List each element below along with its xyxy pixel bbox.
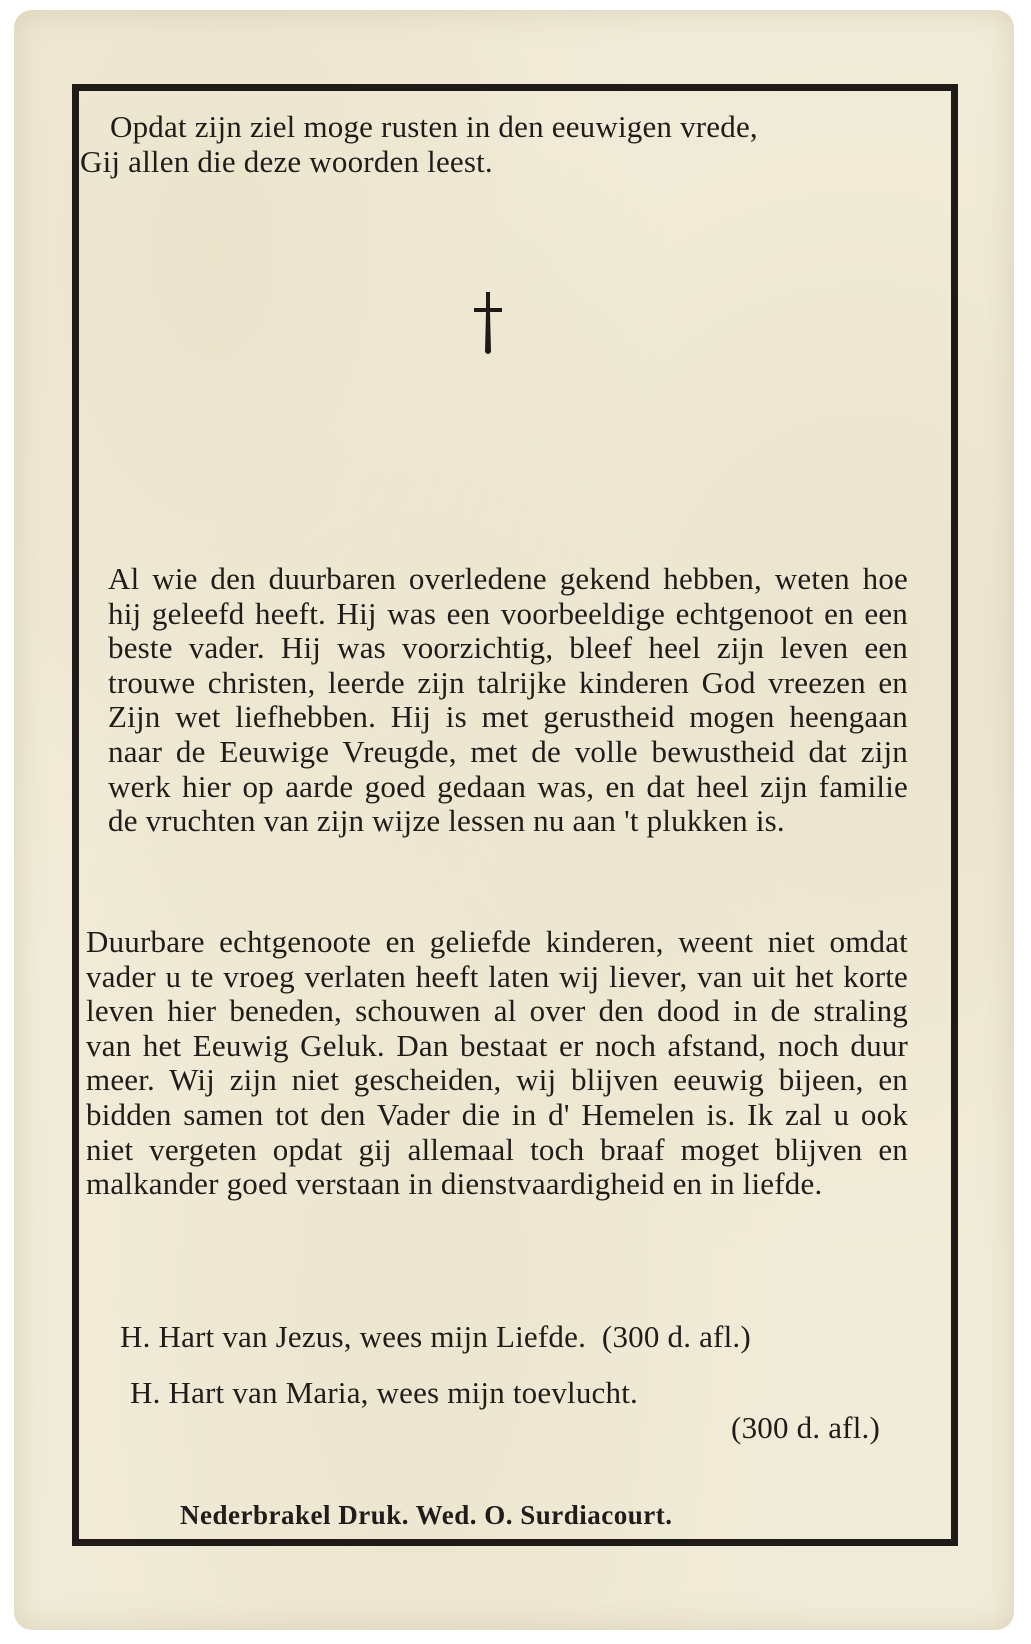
prayer-sacred-heart-maria (130, 1376, 910, 1445)
prayer-maria-line-1: H. Hart van Maria, wees mijn toevlucht. (130, 1375, 638, 1410)
intro-line-1: Opdat zijn ziel moge rusten in den eeuwigen vrede, (110, 109, 758, 144)
intro-verse (80, 109, 950, 179)
obituary-paragraph-1: Al wie den duurbaren overledene gekend hebben, weten hoe hij geleefd heeft. Hij was een voorbeeldige echtgenoot en een beste vader. Hij was voorzichtig, bleef heel zijn leven een trouwe christen, leerde zijn talrijke kinderen God vreezen en Zijn wet liefhebben. Hij is met gerustheid mogen heengaan naar de Eeuwige Vreugde, met de volle bewustheid dat zijn werk hier op aarde goed gedaan was, en dat heel zijn familie de vruchten van zijn wijze lessen nu aan 't plukken is. (108, 561, 908, 839)
obituary-paragraph-2: Duurbare echtgenoote en geliefde kinderen, weent niet omdat vader u te vroeg verlaten heeft laten wij liever, van uit het korte leven hier beneden, schouwen al over den dood in de straling van het Eeuwig Geluk. Dan bestaat er noch afstand, noch duur meer. Wij zijn niet gescheiden, wij blijven eeuwig bijeen, en bidden samen tot den Vader die in d' Hemelen is. Ik zal u ook niet vergeten opdat gij allemaal toch braaf moget blijven en malkander goed verstaan in dienstvaardigheid en in liefde. (86, 924, 908, 1202)
intro-line-2: Gij allen die deze woorden leest. (80, 143, 493, 179)
printer-imprint: Nederbrakel Druk. Wed. O. Surdiacourt. (180, 1500, 673, 1530)
prayer-maria-indulgence: (300 d. afl.) (731, 1409, 880, 1445)
prayer-sacred-heart-jesus: H. Hart van Jezus, wees mijn Liefde. (300 d. afl.) (120, 1319, 751, 1354)
latin-cross-icon (470, 290, 506, 356)
